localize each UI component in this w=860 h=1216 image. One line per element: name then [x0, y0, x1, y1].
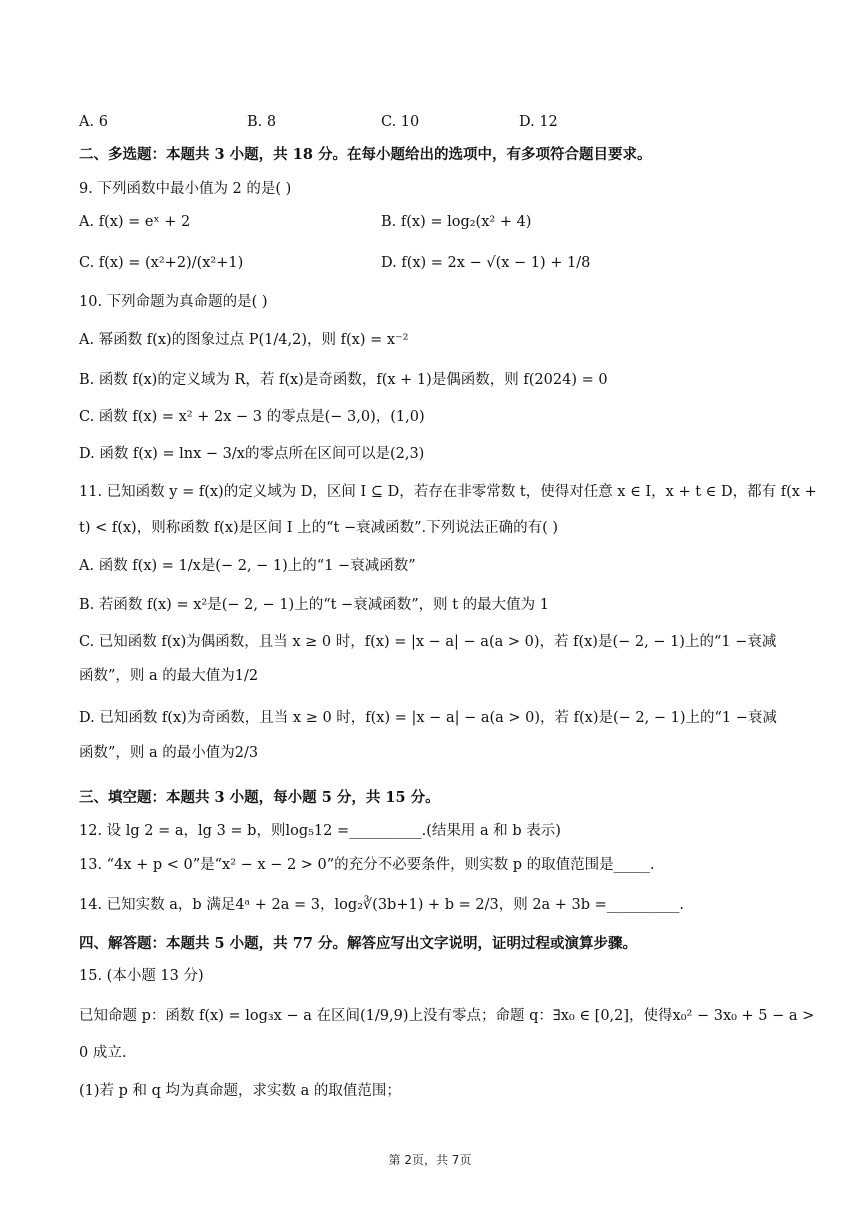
q10-option-c: C. 函数 f(x) = x² + 2x − 3 的零点是(− 3,0)，(1,0): [79, 409, 425, 425]
q11-stem-line2: t) < f(x)，则称函数 f(x)是区间 I 上的“t −衰减函数”.下列说法正确的有( ): [79, 520, 559, 536]
q11-option-c-line2: 函数”，则 a 的最大值为1/2: [79, 668, 259, 684]
q15-line1: 已知命题 p：函数 f(x) = log₃x − a 在区间(1/9,9)上没有零点；命题 q：∃x₀ ∈ [0,2]，使得x₀² − 3x₀ + 5 − a >: [79, 1008, 815, 1024]
q9-option-c: C. f(x) = (x²+2)/(x²+1): [79, 255, 244, 271]
q9-options-row2: [79, 252, 799, 274]
q10-stem: 10. 下列命题为真命题的是( ): [79, 294, 268, 310]
q9-option-a: A. f(x) = eˣ + 2: [79, 214, 191, 230]
q10-option-a: A. 幂函数 f(x)的图象过点 P(1/4,2)，则 f(x) = x⁻²: [79, 332, 409, 348]
q8-option-d: D. 12: [519, 114, 558, 130]
q11-option-d-line2: 函数”，则 a 的最小值为2/3: [79, 745, 259, 761]
q8-option-b: B. 8: [247, 114, 277, 130]
q11-option-d-line1: D. 已知函数 f(x)为奇函数，且当 x ≥ 0 时，f(x) = |x − a| − a(a > 0)，若 f(x)是(− 2, − 1)上的“1 −衰减: [79, 710, 777, 726]
q9-option-d: D. f(x) = 2x − √(x − 1) + 1/8: [381, 255, 591, 271]
section-heading-solutions: 四、解答题：本题共 5 小题，共 77 分。解答应写出文字说明，证明过程或演算步骤。: [79, 935, 637, 952]
q11-option-b: B. 若函数 f(x) = x²是(− 2, − 1)上的“t −衰减函数”，则 t 的最大值为 1: [79, 597, 549, 613]
q10-option-d: D. 函数 f(x) = lnx − 3/x的零点所在区间可以是(2,3): [79, 446, 425, 462]
q11-stem-line1: 11. 已知函数 y = f(x)的定义域为 D，区间 I ⊆ D，若存在非零常数 t，使得对任意 x ∈ I，x + t ∈ D，都有 f(x +: [79, 484, 817, 500]
q9-stem: 9. 下列函数中最小值为 2 的是( ): [79, 181, 292, 197]
q9-options-row1: [79, 211, 799, 233]
q10-option-b: B. 函数 f(x)的定义域为 R，若 f(x)是奇函数，f(x + 1)是偶函数，则 f(2024) = 0: [79, 372, 608, 388]
q15-line2: 0 成立.: [79, 1045, 127, 1061]
q15-part1: (1)若 p 和 q 均为真命题，求实数 a 的取值范围；: [79, 1083, 401, 1099]
section-heading-fill-in: 三、填空题：本题共 3 小题，每小题 5 分，共 15 分。: [79, 789, 440, 806]
q8-option-a: A. 6: [79, 114, 108, 130]
q11-option-c-line1: C. 已知函数 f(x)为偶函数，且当 x ≥ 0 时，f(x) = |x − a| − a(a > 0)，若 f(x)是(− 2, − 1)上的“1 −衰减: [79, 634, 777, 650]
q15-title: 15. (本小题 13 分): [79, 968, 204, 984]
q8-options: [79, 111, 799, 133]
q14: 14. 已知实数 a，b 满足4ᵃ + 2a = 3，log₂∛(3b+1) + b = 2/3，则 2a + 3b =__________.: [79, 897, 684, 913]
q11-option-a: A. 函数 f(x) = 1/x是(− 2, − 1)上的“1 −衰减函数”: [79, 558, 416, 574]
q12: 12. 设 lg 2 = a，lg 3 = b，则log₅12 =__________.(结果用 a 和 b 表示): [79, 823, 561, 839]
q9-option-b: B. f(x) = log₂(x² + 4): [381, 214, 532, 230]
q13: 13. “4x + p < 0”是“x² − x − 2 > 0”的充分不必要条件，则实数 p 的取值范围是_____.: [79, 857, 655, 873]
page-footer: 第 2页，共 7页: [388, 1153, 472, 1167]
section-heading-multiple-choice: 二、多选题：本题共 3 小题，共 18 分。在每小题给出的选项中，有多项符合题目要求。: [79, 146, 652, 163]
q8-option-c: C. 10: [381, 114, 420, 130]
